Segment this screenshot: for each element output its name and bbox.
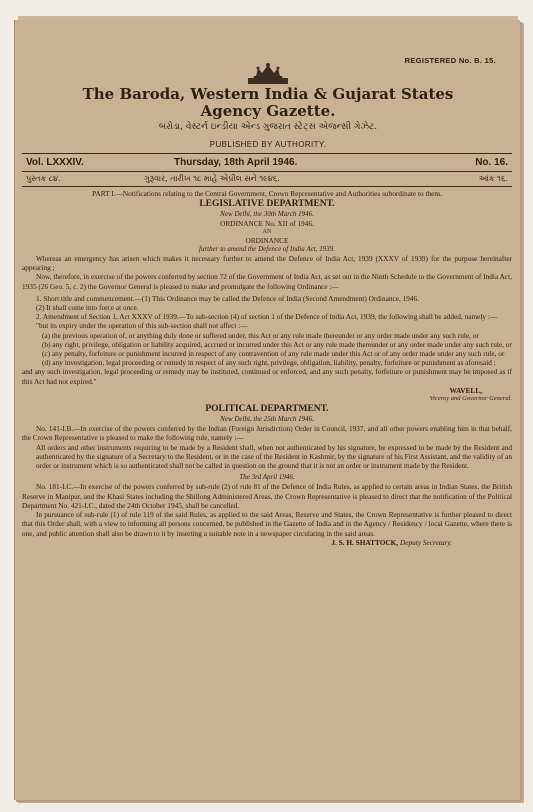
- proviso: "but its expiry under the operation of this sub-section shall not affect :—: [36, 321, 248, 331]
- pursuance-clause: In pursuance of sub-rule (1) of rule 119 of the said Rules, as applied to the said Areas, Reserve and States, the Crown Representative is further pleased to direct that this Order shall, with a view to informing all persons concerned, be published in the Gazette of India and in the Agency / Residency / local Gazette, where there is one, and public attention shall also be drawn to it by inserting a suitable note in a newspaper circulating in the said areas.: [22, 510, 512, 538]
- political-heading: POLITICAL DEPARTMENT.: [205, 404, 329, 415]
- gazette-title-gujarati: બરોડા, વેસ્ટર્ન ઇન્ડીયા એન્ડ ગુજરાત સ્ટેટ્સ એજન્સી ગેઝેટ.: [158, 122, 378, 132]
- rule-middle: [22, 171, 512, 172]
- volume: Vol. LXXXIV.: [26, 157, 84, 168]
- preamble-now: Now, therefore, in exercise of the powers conferred by section 72 of the Government of India Act, as set out in the Ninth Schedule to the Government of India Act, 1935 (26 Geo. 5, c. 2) the Governor General is pleased to make and promulgate the following Ordinance :—: [22, 272, 512, 291]
- rule-bottom: [22, 186, 512, 187]
- clause-d: (d) any investigation, legal proceeding or remedy in respect of any such right, privilege, obligation, liability, penalty, forfeiture or punishment as aforesaid ;: [42, 358, 496, 368]
- signature-shattock: [22, 538, 512, 547]
- political-place-date: New Delhi, the 25th March 1946.: [220, 415, 314, 424]
- gazette-page: [22, 26, 514, 794]
- signature-wavell-title: Viceroy and Governor General.: [429, 395, 512, 403]
- preamble-whereas: Whereas an emergency has arisen which makes it necessary further to amend the Defence of India Act, 1939 (XXXV of 1939) for the purpose hereinafter appearing ;: [22, 254, 512, 273]
- resident-rule: All orders and other instruments requiring to be made by a Resident shall, when not authenticated by his signature, be expressed to be made by the Resident and authenticated by the signature of a Secretary to the Resident, or in the case of the Resident in Kashmir, by the signature of his First Assistant, and the validity of an order or instrument which is so authenticated shall not be called in question on the ground that it is not an order or instrument made by the Resident.: [36, 442, 512, 471]
- issue-number-gujarati: આંક ૧૬.: [478, 174, 508, 183]
- section-1-2: (2) It shall come into force at once.: [36, 303, 139, 313]
- gazette-title-line2: Agency Gazette.: [200, 102, 336, 120]
- issue-number: No. 16.: [475, 157, 508, 168]
- clause-c: (c) any penalty, forfeiture or punishment incurred in respect of any contravention of any rule made under this Act or of any order made under any such rule, or: [42, 349, 505, 359]
- ordinance-purpose: further to amend the Defence of India Act, 1939.: [199, 244, 335, 253]
- signature-shattock-title: Deputy Secretary.: [399, 537, 452, 547]
- closing-clause: and any such investigation, legal proceeding or remedy may be instituted, continued or enforced, and any such penalty, forfeiture or punishment may be imposed as if this Act had not expired.": [22, 367, 512, 386]
- section-1: 1. Short title and commencement.—(1) This Ordinance may be called the Defence of India (Second Amendment) Ordinance, 1946.: [36, 293, 420, 303]
- legislative-place-date: New Delhi, the 30th March 1946.: [220, 210, 314, 219]
- clause-a: (a) the previous operation of, or anything duly done or suffered under, this Act or any rule made thereunder or any order made under any such rule, or: [42, 330, 479, 340]
- issue-date: Thursday, 18th April 1946.: [174, 157, 298, 168]
- published-by-authority: PUBLISHED BY AUTHORITY.: [209, 140, 327, 149]
- notification-141: No. 141-I.B.—In exercise of the powers conferred by the Indian (Foreign Jurisdiction) Order in Council, 1937, and all other powers enabling him in that behalf, the Crown Representative is pleased to make the following rule, namely :—: [22, 424, 512, 443]
- issue-date-gujarati: ગુરૂવાર, તારીખ ૧૮ માહે એપ્રીલ સને ૧૯૪૬.: [144, 174, 280, 183]
- ordinance-an: AN: [262, 228, 272, 235]
- ordinance-number: ORDINANCE No. XII of 1946.: [220, 219, 314, 229]
- political-date-2: The 3rd April 1946.: [239, 473, 295, 482]
- notification-181: No. 181-I.C.—In exercise of the powers conferred by sub-rule (2) of rule 81 of the Defence of India Rules, as applied to certain areas in Indian States, the British Reserve in Manipur, and the Khasi States including the Shillong Administered Areas, the Crown Representative is pleased to direct that the notification of the Political Department No. 421-I.C., dated the 24th October 1945, shall be cancelled.: [22, 482, 512, 510]
- gazette-body: [22, 189, 512, 547]
- registered-number: REGISTERED No. B. 15.: [404, 56, 496, 65]
- signature-shattock-name: J. S. H. SHATTOCK,: [331, 537, 399, 547]
- part-heading: PART I.—Notifications relating to the Central Government, Crown Representative and Authorities subordinate to them.: [92, 189, 442, 198]
- section-2: 2. Amendment of Section 1, Act XXXV of 1939.—To sub-section (4) of section 1 of the Defence of India Act, 1939, the following shall be added, namely :—: [36, 312, 498, 322]
- volume-gujarati: પુસ્તક ૮૪.: [26, 174, 61, 183]
- clause-b: (b) any right, privilege, obligation or liability acquired, accrued or incurred under this Act or any rule made thereunder or any order made under any such rule, or: [42, 339, 512, 349]
- ordinance-label: ORDINANCE: [245, 235, 289, 245]
- gazette-title: The Baroda, Western India & Gujarat States: [82, 85, 454, 103]
- royal-crest-icon: [244, 62, 292, 86]
- rule-top: [22, 153, 512, 154]
- signature-wavell: WAVELL,: [449, 385, 482, 395]
- legislative-heading: LEGISLATIVE DEPARTMENT.: [199, 199, 335, 210]
